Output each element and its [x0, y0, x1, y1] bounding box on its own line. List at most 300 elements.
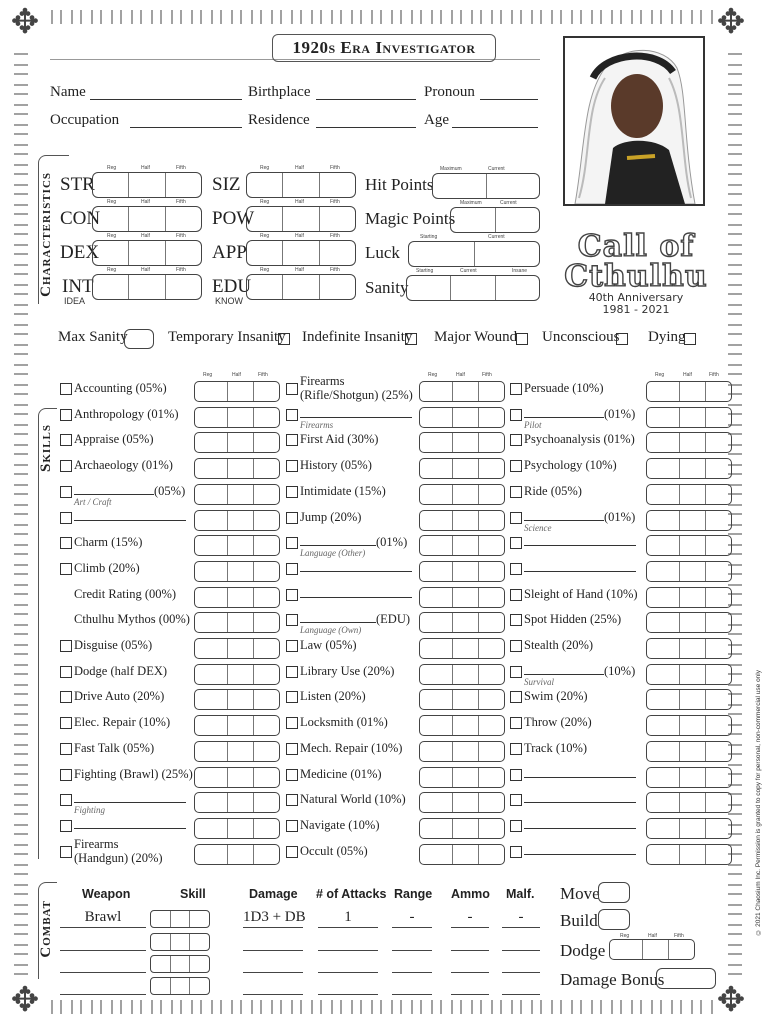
- skill-hint: Art / Craft: [74, 496, 112, 507]
- skill-label: Charm (15%): [74, 535, 143, 550]
- weapon-skill-box[interactable]: [150, 977, 210, 995]
- ammo-header: Ammo: [451, 887, 490, 901]
- dodge-box[interactable]: [609, 939, 695, 960]
- siz-value-box[interactable]: [246, 172, 356, 198]
- range-header: Range: [394, 887, 433, 901]
- weapon-range-field[interactable]: [392, 926, 432, 928]
- weapon-weapon-field[interactable]: [60, 993, 146, 995]
- weapon-weapon-field[interactable]: [60, 971, 146, 973]
- skill-value-box[interactable]: [646, 407, 732, 428]
- skill-label: Law (05%): [300, 638, 357, 652]
- skill-label: [524, 561, 636, 576]
- siz-label: SIZ: [212, 174, 241, 195]
- skill-checkbox[interactable]: [510, 794, 522, 806]
- skill-value-box[interactable]: [646, 561, 732, 582]
- pronoun-field[interactable]: [480, 98, 538, 100]
- weapon-skill-box[interactable]: [150, 910, 210, 928]
- skill-checkbox[interactable]: [286, 640, 298, 652]
- skill-label: [300, 587, 412, 602]
- skill-label: Drive Auto (20%): [74, 689, 165, 704]
- weapon-attacks-field[interactable]: [318, 949, 378, 951]
- skill-value-box[interactable]: [194, 818, 280, 839]
- skill-value-box[interactable]: [194, 510, 280, 531]
- skill-label: Throw (20%): [524, 715, 592, 730]
- skill-value-box[interactable]: [646, 484, 732, 505]
- skill-value-box[interactable]: [646, 587, 732, 608]
- name-field[interactable]: [90, 98, 242, 100]
- skill-label: Disguise (05%): [74, 638, 153, 652]
- skill-checkbox[interactable]: [60, 537, 72, 549]
- skill-label: Locksmith (01%): [300, 715, 388, 730]
- weapon-malf-value: -: [518, 909, 524, 925]
- skill-value-box[interactable]: [194, 587, 280, 608]
- border-left: [14, 46, 28, 978]
- skill-value-box[interactable]: [646, 689, 732, 710]
- weapon-ammo-field[interactable]: [451, 926, 489, 928]
- skill-checkbox[interactable]: [60, 820, 72, 832]
- skill-value-box[interactable]: [419, 741, 505, 762]
- skill-value-box[interactable]: [646, 612, 732, 633]
- skill-specialty-field[interactable]: [524, 561, 636, 572]
- skill-label: Occult (05%): [300, 843, 368, 858]
- indefinite-insanity-checkbox[interactable]: [405, 333, 417, 345]
- hit-points-box[interactable]: [432, 173, 540, 199]
- skill-specialty-field[interactable]: [300, 612, 376, 623]
- skill-checkbox[interactable]: [510, 769, 522, 781]
- app-value-box[interactable]: [246, 240, 356, 266]
- skill-value-box[interactable]: [646, 715, 732, 736]
- skill-value-box[interactable]: [646, 638, 732, 659]
- int-value-box[interactable]: [92, 274, 202, 300]
- dying-label: Dying: [648, 329, 686, 345]
- age-field[interactable]: [452, 126, 538, 128]
- skill-value-box[interactable]: [194, 612, 280, 633]
- sheet-title: 1920s Era Investigator: [272, 34, 496, 62]
- skill-checkbox[interactable]: [60, 563, 72, 575]
- max-sanity-label: Max Sanity: [58, 329, 128, 345]
- skill-label: History (05%): [300, 458, 372, 473]
- skill-checkbox[interactable]: [286, 512, 298, 524]
- pow-label: POW: [212, 208, 255, 229]
- skill-label: Dodge (half DEX): [74, 663, 168, 678]
- skill-label: Anthropology (01%): [74, 406, 179, 421]
- skill-label: (01%): [524, 510, 635, 525]
- skill-specialty-field[interactable]: [300, 407, 412, 418]
- skill-label: Psychoanalysis (01%): [524, 432, 635, 447]
- con-value-box[interactable]: [92, 206, 202, 232]
- weapon-malf-field[interactable]: [502, 971, 540, 973]
- skill-label: Jump (20%): [300, 509, 362, 524]
- skill-value-box[interactable]: [646, 741, 732, 762]
- dex-value-box[interactable]: [92, 240, 202, 266]
- weapon-weapon-field[interactable]: [60, 949, 146, 951]
- skill-value-box[interactable]: [194, 689, 280, 710]
- skill-checkbox[interactable]: [510, 820, 522, 832]
- skill-value-box[interactable]: [419, 844, 505, 865]
- skill-label: [524, 844, 636, 859]
- weapon-attacks-value: 1: [344, 909, 352, 925]
- weapon-malf-field[interactable]: [502, 949, 540, 951]
- weapon-ammo-field[interactable]: [451, 949, 489, 951]
- max-sanity-box[interactable]: [124, 329, 154, 349]
- skill-specialty-field[interactable]: [524, 407, 604, 418]
- skill-checkbox[interactable]: [286, 460, 298, 472]
- skill-label: Library Use (20%): [300, 663, 395, 678]
- weapon-range-field[interactable]: [392, 993, 432, 995]
- con-label: CON: [60, 208, 101, 229]
- weapon-ammo-value: -: [467, 909, 473, 925]
- sanity-box[interactable]: [406, 275, 540, 301]
- skill-value-box[interactable]: [419, 587, 505, 608]
- move-label: Move: [560, 884, 600, 903]
- skill-label: [300, 561, 412, 576]
- sanity-label: Sanity: [365, 278, 409, 297]
- skill-value-box[interactable]: [194, 535, 280, 556]
- skill-checkbox[interactable]: [286, 769, 298, 781]
- weapon-range-field[interactable]: [392, 971, 432, 973]
- weapon-damage-field[interactable]: [243, 949, 303, 951]
- skill-checkbox[interactable]: [510, 614, 522, 626]
- skill-label: Stealth (20%): [524, 638, 594, 652]
- skill-checkbox[interactable]: [60, 666, 72, 678]
- skill-value-box[interactable]: [194, 458, 280, 479]
- skill-checkbox[interactable]: [60, 409, 72, 421]
- skill-specialty-field[interactable]: [300, 561, 412, 572]
- skill-value-box[interactable]: [194, 432, 280, 453]
- skill-label: [524, 818, 636, 833]
- skill-value-box[interactable]: [646, 844, 732, 865]
- skill-value-box[interactable]: [646, 432, 732, 453]
- skill-specialty-field[interactable]: [74, 792, 186, 803]
- skill-label: (10%): [524, 664, 635, 679]
- name-label: Name: [50, 84, 86, 100]
- skill-value-box[interactable]: [419, 689, 505, 710]
- birthplace-label: Birthplace: [248, 84, 311, 100]
- characteristics-section-label: Characteristics: [38, 172, 54, 297]
- skill-label: (01%): [300, 535, 407, 550]
- skill-label: Archaeology (01%): [74, 458, 173, 473]
- skill-hint: Pilot: [524, 419, 542, 430]
- skill-value-box[interactable]: [646, 510, 732, 531]
- damage-bonus-box[interactable]: [656, 968, 716, 989]
- skill-hint: Language (Other): [300, 548, 366, 559]
- skill-label: Fast Talk (05%): [74, 740, 155, 755]
- skill-checkbox[interactable]: [286, 563, 298, 575]
- skill-value-box[interactable]: [194, 767, 280, 788]
- skill-checkbox[interactable]: [510, 589, 522, 601]
- skill-label: Listen (20%): [300, 689, 366, 704]
- know-label: KNOW: [215, 296, 243, 306]
- skill-checkbox[interactable]: [286, 409, 298, 421]
- skill-label: Psychology (10%): [524, 458, 617, 473]
- skill-value-box[interactable]: [419, 715, 505, 736]
- skill-checkbox[interactable]: [60, 640, 72, 652]
- skill-checkbox[interactable]: [60, 717, 72, 729]
- unconscious-checkbox[interactable]: [616, 333, 628, 345]
- skill-value-box[interactable]: [419, 407, 505, 428]
- skill-checkbox[interactable]: [510, 383, 522, 395]
- skill-label: Spot Hidden (25%): [524, 612, 622, 627]
- weapon-damage-field[interactable]: [243, 971, 303, 973]
- residence-label: Residence: [248, 112, 310, 128]
- edu-label: EDU: [212, 276, 252, 297]
- skill-value-box[interactable]: [419, 561, 505, 582]
- major-wound-label: Major Wound: [434, 329, 518, 345]
- major-wound-checkbox[interactable]: [516, 333, 528, 345]
- skill-checkbox[interactable]: [510, 640, 522, 652]
- skill-checkbox[interactable]: [286, 820, 298, 832]
- attacks-header: # of Attacks: [316, 887, 387, 901]
- skill-value-box[interactable]: [419, 612, 505, 633]
- weapon-attacks-field[interactable]: [318, 993, 378, 995]
- build-label: Build: [560, 911, 598, 930]
- weapon-range-field[interactable]: [392, 949, 432, 951]
- weapon-weapon-field[interactable]: [60, 926, 146, 928]
- birthplace-field[interactable]: [316, 98, 416, 100]
- hit-points-label: Hit Points: [365, 175, 434, 194]
- skill-specialty-field[interactable]: [524, 844, 636, 855]
- weapon-malf-field[interactable]: [502, 926, 540, 928]
- skill-checkbox[interactable]: [510, 743, 522, 755]
- skill-hint: Firearms: [300, 419, 334, 430]
- weapon-weapon-value: Brawl: [84, 909, 122, 925]
- skill-label: Cthulhu Mythos (00%): [74, 612, 190, 627]
- skill-value-box[interactable]: [194, 792, 280, 813]
- weapon-damage-value: 1D3 + DB: [243, 909, 306, 925]
- skill-checkbox[interactable]: [60, 794, 72, 806]
- skill-header: Skill: [180, 887, 206, 901]
- move-box[interactable]: [598, 882, 630, 903]
- border-top: [48, 10, 720, 24]
- skill-label: Track (10%): [524, 740, 588, 755]
- skill-label: Mech. Repair (10%): [300, 740, 403, 755]
- weapon-skill-box[interactable]: [150, 933, 210, 951]
- skill-value-box[interactable]: [194, 664, 280, 685]
- skill-checkbox[interactable]: [286, 434, 298, 446]
- combat-section-label: Combat: [38, 900, 54, 958]
- skill-value-box[interactable]: [646, 381, 732, 402]
- skill-label: [74, 818, 186, 833]
- skill-value-box[interactable]: [419, 510, 505, 531]
- pow-value-box[interactable]: [246, 206, 356, 232]
- occupation-label: Occupation: [50, 112, 120, 128]
- skill-checkbox[interactable]: [286, 846, 298, 858]
- skill-checkbox[interactable]: [60, 434, 72, 446]
- edu-value-box[interactable]: [246, 274, 356, 300]
- skill-label: Navigate (10%): [300, 817, 380, 832]
- skill-value-box[interactable]: [646, 818, 732, 839]
- skill-specialty-field[interactable]: [524, 535, 636, 546]
- weapon-ammo-field[interactable]: [451, 993, 489, 995]
- skill-hint: Survival: [524, 676, 554, 687]
- skill-checkbox[interactable]: [60, 846, 72, 858]
- skill-label: Credit Rating (00%): [74, 586, 177, 601]
- investigator-portrait: [563, 36, 705, 206]
- skill-checkbox[interactable]: [510, 537, 522, 549]
- idea-label: IDEA: [64, 296, 86, 306]
- skill-label: Elec. Repair (10%): [74, 715, 171, 730]
- celtic-knot-icon: ✥: [716, 982, 746, 1019]
- skill-value-box[interactable]: [419, 484, 505, 505]
- skill-label: [524, 792, 636, 807]
- skill-specialty-field[interactable]: [74, 484, 154, 495]
- skill-label: Sleight of Hand (10%): [524, 586, 638, 601]
- age-label: Age: [424, 112, 449, 128]
- skill-checkbox[interactable]: [60, 460, 72, 472]
- skill-checkbox[interactable]: [60, 383, 72, 395]
- border-bottom: [48, 1000, 720, 1014]
- weapon-attacks-field[interactable]: [318, 971, 378, 973]
- skill-checkbox[interactable]: [286, 717, 298, 729]
- skill-checkbox[interactable]: [286, 486, 298, 498]
- skill-label: [524, 535, 636, 550]
- weapon-range-value: -: [409, 909, 415, 925]
- skill-label: Accounting (05%): [74, 381, 167, 395]
- skill-specialty-field[interactable]: [524, 792, 636, 803]
- skill-label: Climb (20%): [74, 560, 140, 575]
- skill-checkbox[interactable]: [286, 691, 298, 703]
- skill-value-box[interactable]: [194, 484, 280, 505]
- occupation-field[interactable]: [130, 126, 242, 128]
- skill-checkbox[interactable]: [60, 743, 72, 755]
- skill-specialty-field[interactable]: [74, 510, 186, 521]
- skill-checkbox[interactable]: [510, 846, 522, 858]
- skill-value-box[interactable]: [194, 715, 280, 736]
- skill-checkbox[interactable]: [510, 434, 522, 446]
- skill-label: Medicine (01%): [300, 766, 382, 781]
- skill-label: (05%): [74, 484, 185, 499]
- skill-checkbox[interactable]: [510, 486, 522, 498]
- skill-value-box[interactable]: [646, 664, 732, 685]
- skill-value-box[interactable]: [646, 458, 732, 479]
- skill-label: (EDU): [300, 612, 410, 627]
- temporary-insanity-checkbox[interactable]: [278, 333, 290, 345]
- skill-specialty-field[interactable]: [524, 818, 636, 829]
- dodge-label: Dodge: [560, 941, 606, 960]
- skill-label: Ride (05%): [524, 483, 582, 498]
- indefinite-insanity-label: Indefinite Insanity: [302, 329, 413, 345]
- dying-checkbox[interactable]: [684, 333, 696, 345]
- skill-checkbox[interactable]: [286, 743, 298, 755]
- skill-checkbox[interactable]: [286, 589, 298, 601]
- luck-label: Luck: [365, 243, 400, 262]
- skill-value-box[interactable]: [419, 664, 505, 685]
- skill-label: First Aid (30%): [300, 432, 379, 447]
- skill-value-box[interactable]: [419, 458, 505, 479]
- skill-value-box[interactable]: [419, 535, 505, 556]
- skill-value-box[interactable]: [194, 844, 280, 865]
- skill-checkbox[interactable]: [60, 512, 72, 524]
- skill-value-box[interactable]: [419, 818, 505, 839]
- skill-label: Fighting (Brawl) (25%): [74, 766, 193, 781]
- skill-value-box[interactable]: [194, 561, 280, 582]
- skill-value-box[interactable]: [194, 638, 280, 659]
- damage-header: Damage: [249, 887, 298, 901]
- damage-bonus-label: Damage Bonus: [560, 970, 665, 989]
- call-of-cthulhu-logo: Call of Cthulhu 40th Anniversary 1981 - 2021: [564, 229, 708, 316]
- skill-label: (Rifle/Shotgun) (25%): [300, 388, 413, 402]
- skill-checkbox[interactable]: [286, 794, 298, 806]
- skill-label: Persuade (10%): [524, 381, 604, 395]
- skill-hint: Language (Own): [300, 625, 362, 636]
- skill-specialty-field[interactable]: [300, 587, 412, 598]
- skill-label: (Handgun) (20%): [74, 850, 163, 865]
- app-label: APP: [212, 242, 247, 263]
- skill-checkbox[interactable]: [60, 691, 72, 703]
- copyright-notice: © 2021 Chaosium Inc. Permission is granted to copy for personal, non-commercial use only: [755, 670, 762, 936]
- skill-specialty-field[interactable]: [300, 535, 376, 546]
- skill-value-box[interactable]: [646, 767, 732, 788]
- skill-hint: Fighting: [74, 805, 105, 816]
- unconscious-label: Unconscious: [542, 329, 620, 345]
- skill-value-box[interactable]: [194, 381, 280, 402]
- weapon-skill-box[interactable]: [150, 955, 210, 973]
- skill-label: [524, 767, 636, 782]
- skill-specialty-field[interactable]: [74, 818, 186, 829]
- skill-value-box[interactable]: [646, 792, 732, 813]
- weapon-damage-field[interactable]: [243, 993, 303, 995]
- weapon-malf-field[interactable]: [502, 993, 540, 995]
- weapon-ammo-field[interactable]: [451, 971, 489, 973]
- skill-specialty-field[interactable]: [524, 767, 636, 778]
- build-box[interactable]: [598, 909, 630, 930]
- str-label: STR: [60, 174, 95, 195]
- temporary-insanity-label: Temporary Insanity: [168, 329, 286, 345]
- skill-label: Firearms: [300, 374, 345, 388]
- skill-value-box[interactable]: [419, 792, 505, 813]
- skill-value-box[interactable]: [194, 407, 280, 428]
- str-value-box[interactable]: [92, 172, 202, 198]
- skill-specialty-field[interactable]: [524, 510, 604, 521]
- skill-checkbox[interactable]: [286, 537, 298, 549]
- skill-checkbox[interactable]: [510, 717, 522, 729]
- skill-label: Firearms: [74, 836, 119, 851]
- skill-checkbox[interactable]: [60, 769, 72, 781]
- celtic-knot-icon: ✥: [10, 4, 40, 41]
- skill-hint: Science: [524, 522, 552, 533]
- residence-field[interactable]: [316, 126, 416, 128]
- skill-checkbox[interactable]: [286, 383, 298, 395]
- skill-label: (01%): [524, 407, 635, 422]
- pronoun-label: Pronoun: [424, 84, 475, 100]
- skills-section-label: Skills: [38, 424, 54, 472]
- skill-checkbox[interactable]: [286, 614, 298, 626]
- skill-value-box[interactable]: [419, 432, 505, 453]
- skill-value-box[interactable]: [194, 741, 280, 762]
- skill-value-box[interactable]: [646, 535, 732, 556]
- skill-checkbox[interactable]: [510, 409, 522, 421]
- skill-value-box[interactable]: [419, 767, 505, 788]
- magic-points-box[interactable]: [450, 207, 540, 233]
- skill-checkbox[interactable]: [510, 666, 522, 678]
- skill-checkbox[interactable]: [510, 460, 522, 472]
- weapon-attacks-field[interactable]: [318, 926, 378, 928]
- dex-label: DEX: [60, 242, 100, 263]
- weapon-damage-field[interactable]: [243, 926, 303, 928]
- skill-checkbox[interactable]: [510, 563, 522, 575]
- skill-value-box[interactable]: [419, 381, 505, 402]
- skill-checkbox[interactable]: [60, 486, 72, 498]
- luck-box[interactable]: [408, 241, 540, 267]
- skill-checkbox[interactable]: [286, 666, 298, 678]
- skill-checkbox[interactable]: [510, 691, 522, 703]
- skill-value-box[interactable]: [419, 638, 505, 659]
- skill-specialty-field[interactable]: [524, 664, 604, 675]
- skill-label: Appraise (05%): [74, 432, 154, 447]
- skill-label: [74, 510, 186, 525]
- skill-checkbox[interactable]: [510, 512, 522, 524]
- magic-points-label: Magic Points: [365, 209, 456, 228]
